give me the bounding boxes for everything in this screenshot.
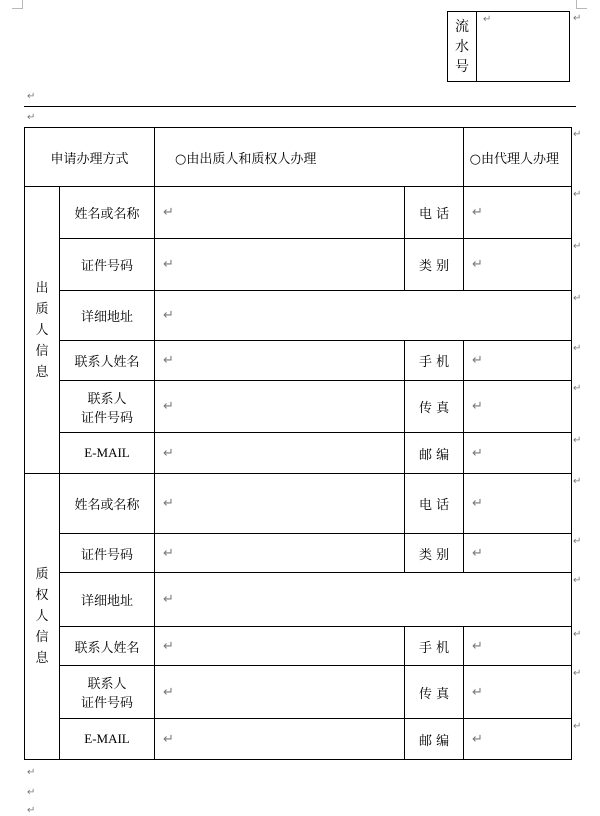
pledgor-id-label: 证件号码	[60, 239, 155, 291]
pledgee-contact-id-label-line2: 证件号码	[81, 696, 134, 711]
paragraph-mark: ↵	[27, 112, 36, 123]
row-end-mark: ↵	[573, 241, 582, 252]
pledgee-fax-label: 传 真	[405, 666, 464, 719]
pledgor-address-label: 详细地址	[60, 291, 155, 341]
pledgor-contact-id-label-line1: 联系人	[87, 391, 127, 407]
pledgee-zip-field[interactable]: ↵	[464, 719, 572, 760]
pledgor-address-row	[25, 291, 572, 341]
serial-number-field[interactable]: ↵	[483, 14, 492, 25]
row-end-mark: ↵	[573, 383, 582, 394]
pledgor-mobile-label: 手 机	[405, 341, 464, 381]
method-option-agent[interactable]: ○由代理人办理	[464, 128, 572, 187]
pledgee-address-label: 详细地址	[60, 573, 155, 627]
pledgee-id-field[interactable]: ↵	[155, 534, 405, 573]
pledgee-phone-field[interactable]: ↵	[464, 474, 572, 534]
pledgor-type-label: 类 别	[405, 239, 464, 291]
row-end-mark: ↵	[573, 629, 582, 640]
pledgee-mobile-label: 手 机	[405, 627, 464, 666]
row-end-mark: ↵	[573, 575, 582, 586]
pledgor-phone-field[interactable]: ↵	[464, 187, 572, 239]
pledgee-id-row	[25, 534, 572, 573]
pledgor-address-field[interactable]: ↵	[155, 291, 572, 341]
horizontal-rule	[24, 106, 576, 107]
serial-char-1: 流	[455, 18, 469, 35]
pledgee-id-label: 证件号码	[60, 534, 155, 573]
pledgee-type-label: 类 别	[405, 534, 464, 573]
pledgee-address-row	[25, 573, 572, 627]
pledgee-email-field[interactable]: ↵	[155, 719, 405, 760]
pledgor-mobile-field[interactable]: ↵	[464, 341, 572, 381]
serial-number-label	[448, 12, 477, 81]
pledgor-contact-row	[25, 341, 572, 381]
pledgee-name-label: 姓名或名称	[60, 474, 155, 534]
pledgor-contact-id-row	[25, 381, 572, 433]
pledgee-contact-id-row	[25, 666, 572, 719]
serial-char-3: 号	[455, 58, 469, 75]
pledge-registration-form	[24, 127, 572, 760]
row-end-mark: ↵	[573, 13, 582, 24]
pledgor-zip-label: 邮 编	[405, 433, 464, 474]
pledgor-email-row	[25, 433, 572, 474]
pledgee-email-label: E-MAIL	[60, 719, 155, 760]
serial-number-box	[447, 11, 570, 82]
row-end-mark: ↵	[573, 129, 582, 140]
row-end-mark: ↵	[573, 536, 582, 547]
pledgee-phone-label: 电 话	[405, 474, 464, 534]
pledgee-mobile-field[interactable]: ↵	[464, 627, 572, 666]
row-end-mark: ↵	[573, 721, 582, 732]
pledgee-name-field[interactable]: ↵	[155, 474, 405, 534]
pledgee-contact-id-label	[60, 666, 155, 719]
serial-char-2: 水	[455, 38, 469, 55]
crop-mark-top-left	[12, 0, 23, 9]
paragraph-mark: ↵	[27, 805, 36, 816]
pledgee-contact-label: 联系人姓名	[60, 627, 155, 666]
pledgor-section-label: 出 质 人 信 息	[25, 187, 60, 474]
pledgee-contact-row	[25, 627, 572, 666]
pledgee-name-row	[25, 474, 572, 534]
row-end-mark: ↵	[573, 189, 582, 200]
paragraph-mark: ↵	[27, 787, 36, 798]
pledgor-fax-field[interactable]: ↵	[464, 381, 572, 433]
pledgor-name-field[interactable]: ↵	[155, 187, 405, 239]
pledgor-contact-id-label-line2: 证件号码	[81, 410, 134, 426]
pledgor-name-label: 姓名或名称	[60, 187, 155, 239]
pledgor-id-row	[25, 239, 572, 291]
method-label: 申请办理方式	[25, 128, 155, 187]
pledgee-type-field[interactable]: ↵	[464, 534, 572, 573]
pledgor-email-label: E-MAIL	[60, 433, 155, 474]
pledgee-contact-id-label-line1: 联系人	[87, 677, 127, 692]
pledgee-address-field[interactable]: ↵	[155, 573, 572, 627]
row-end-mark: ↵	[573, 668, 582, 679]
row-end-mark: ↵	[573, 476, 582, 487]
method-option-joint[interactable]: ○由出质人和质权人办理	[155, 128, 464, 187]
pledgor-phone-label: 电 话	[405, 187, 464, 239]
paragraph-mark: ↵	[27, 91, 36, 102]
crop-mark-top-right	[576, 0, 587, 9]
pledgor-zip-field[interactable]: ↵	[464, 433, 572, 474]
method-row	[25, 128, 572, 187]
pledgee-section-label: 质 权 人 信 息	[25, 474, 60, 760]
pledgor-contact-field[interactable]: ↵	[155, 341, 405, 381]
pledgor-name-row	[25, 187, 572, 239]
pledgor-contact-label: 联系人姓名	[60, 341, 155, 381]
pledgor-contact-id-field[interactable]: ↵	[155, 381, 405, 433]
row-end-mark: ↵	[573, 293, 582, 304]
pledgee-email-row	[25, 719, 572, 760]
paragraph-mark: ↵	[27, 767, 36, 778]
pledgee-contact-field[interactable]: ↵	[155, 627, 405, 666]
pledgee-contact-id-field[interactable]: ↵	[155, 666, 405, 719]
pledgor-email-field[interactable]: ↵	[155, 433, 405, 474]
pledgee-fax-field[interactable]: ↵	[464, 666, 572, 719]
pledgor-type-field[interactable]: ↵	[464, 239, 572, 291]
row-end-mark: ↵	[573, 435, 582, 446]
row-end-mark: ↵	[573, 343, 582, 354]
pledgor-id-field[interactable]: ↵	[155, 239, 405, 291]
pledgor-contact-id-label	[60, 381, 155, 433]
pledgee-zip-label: 邮 编	[405, 719, 464, 760]
pledgor-fax-label: 传 真	[405, 381, 464, 433]
